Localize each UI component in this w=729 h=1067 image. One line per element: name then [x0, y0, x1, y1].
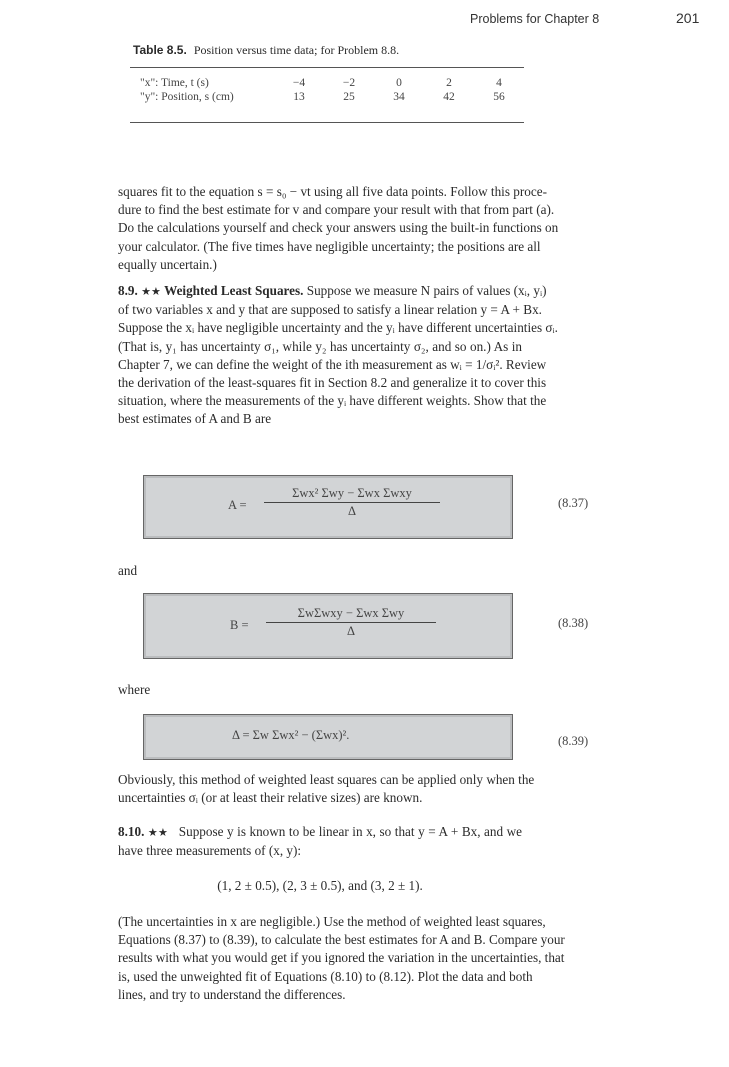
- text-line: Do the calculations yourself and check your answers using the built-in functions on: [118, 220, 559, 236]
- table-cell: 0: [396, 77, 402, 89]
- text-line: Obviously, this method of weighted least squares can be applied only when the: [118, 772, 535, 787]
- text-line: best estimates of A and B are: [118, 411, 272, 427]
- problem-number: 8.10.: [118, 824, 145, 839]
- table-cell: −4: [292, 77, 306, 89]
- equation-box-8-37: [143, 475, 513, 539]
- text-line: Suppose the xᵢ have negligible uncertainty and the yᵢ have different uncertainties σᵢ.: [118, 320, 558, 336]
- equation-number: (8.38): [558, 616, 589, 630]
- text-line: uncertainties σᵢ (or at least their relative sizes) are known.: [118, 790, 423, 806]
- row-label: "y": Position, s (cm): [140, 91, 234, 103]
- text-line: squares fit to the equation s = s₀ − vt using all five data points. Follow this proce-: [118, 184, 547, 199]
- problem-number: 8.9.: [118, 283, 138, 298]
- difficulty-stars-icon: ★★: [147, 826, 169, 839]
- connective-text: where: [118, 682, 151, 697]
- equation-lhs: A =: [228, 498, 247, 512]
- problem-heading-line: [118, 823, 522, 842]
- table-row: [130, 90, 524, 104]
- equation-fraction: [266, 606, 436, 639]
- equation-number: (8.39): [558, 734, 589, 748]
- text-line: Chapter 7, we can define the weight of the ith measurement as wᵢ = 1/σᵢ². Review: [118, 356, 547, 372]
- text-line: Equations (8.37) to (8.39), to calculate the best estimates for A and B. Compare your: [118, 932, 565, 948]
- equation-box-8-39: [143, 714, 513, 760]
- text-line: equally uncertain.): [118, 256, 217, 272]
- equation-denominator: Δ: [346, 624, 356, 638]
- equation-number: (8.37): [558, 496, 589, 510]
- problem-8-10: [118, 823, 522, 860]
- text-line: of two variables x and y that are supposed to satisfy a linear relation y = A + Bx.: [118, 302, 542, 318]
- text-line: is, used the unweighted fit of Equations (8.10) to (8.12). Plot the data and both: [118, 968, 533, 984]
- table-cell: 13: [293, 91, 305, 103]
- table-caption: [133, 43, 399, 58]
- data-table-container: [130, 67, 524, 123]
- table-cell: 42: [443, 91, 455, 103]
- text-line: Suppose we measure N pairs of values (xᵢ, yᵢ): [306, 283, 547, 298]
- equation-numerator: Σwx² Σwy − Σwx Σwxy: [292, 486, 412, 500]
- fraction-bar: [266, 622, 436, 623]
- table-cell: 25: [343, 91, 355, 103]
- fraction-bar: [264, 502, 440, 503]
- table-caption-text: Position versus time data; for Problem 8.8.: [193, 43, 400, 57]
- text-line: (The uncertainties in x are negligible.) Use the method of weighted least squares,: [118, 914, 546, 929]
- page-number: 201: [676, 10, 700, 26]
- running-header: Problems for Chapter 8: [470, 12, 600, 26]
- table-top-rule: [130, 67, 524, 68]
- equation-lhs: B =: [230, 618, 249, 632]
- text-line: have three measurements of (x, y):: [118, 843, 302, 859]
- problem-heading-line: [118, 282, 547, 301]
- text-line: dure to find the best estimate for v and compare your result with that from part (a).: [118, 202, 555, 218]
- table-cell: 56: [493, 91, 505, 103]
- text-line: (That is, y₁ has uncertainty σ₁, while y₂ has uncertainty σ₂, and so on.) As in: [118, 338, 522, 354]
- table-bottom-rule: [130, 122, 524, 123]
- table-caption-label: Table 8.5.: [133, 43, 187, 57]
- paragraph-problem-8-8-continued: [118, 183, 559, 274]
- equation-numerator: ΣwΣwxy − Σwx Σwy: [297, 606, 405, 620]
- text-line: your calculator. (The five times have negligible uncertainty; the positions are all: [118, 238, 541, 254]
- problem-8-9: [118, 282, 558, 429]
- measurements-line: (1, 2 ± 0.5), (2, 3 ± 0.5), and (3, 2 ± 1).: [217, 878, 423, 893]
- problem-title: Weighted Least Squares.: [164, 283, 304, 298]
- problem-8-10-instructions: [118, 913, 565, 1004]
- equation-fraction: [264, 486, 440, 519]
- table-cell: −2: [342, 77, 356, 89]
- table-cell: 2: [446, 77, 452, 89]
- text-line: situation, where the measurements of the yᵢ have different weights. Show that the: [118, 393, 547, 409]
- table-cell: 34: [393, 91, 405, 103]
- text-line: results with what you would get if you ignored the variation in the uncertainties, that: [118, 950, 565, 966]
- data-table: [130, 76, 524, 104]
- row-label: "x": Time, t (s): [140, 77, 209, 89]
- difficulty-stars-icon: ★★: [141, 285, 161, 298]
- equation-box-8-38: [143, 593, 513, 659]
- text-line: the derivation of the least-squares fit in Section 8.2 and generalize it to cover this: [118, 375, 547, 391]
- table-row: [130, 76, 524, 90]
- text-line: Suppose y is known to be linear in x, so that y = A + Bx, and we: [178, 824, 523, 839]
- equation-denominator: Δ: [347, 504, 357, 518]
- table-cell: 4: [496, 77, 502, 89]
- text-line: lines, and try to understand the differences.: [118, 986, 346, 1002]
- paragraph-weighted-note: [118, 771, 535, 807]
- equation-body: Δ = Σw Σwx² − (Σwx)².: [232, 728, 350, 742]
- connective-text: and: [118, 563, 138, 578]
